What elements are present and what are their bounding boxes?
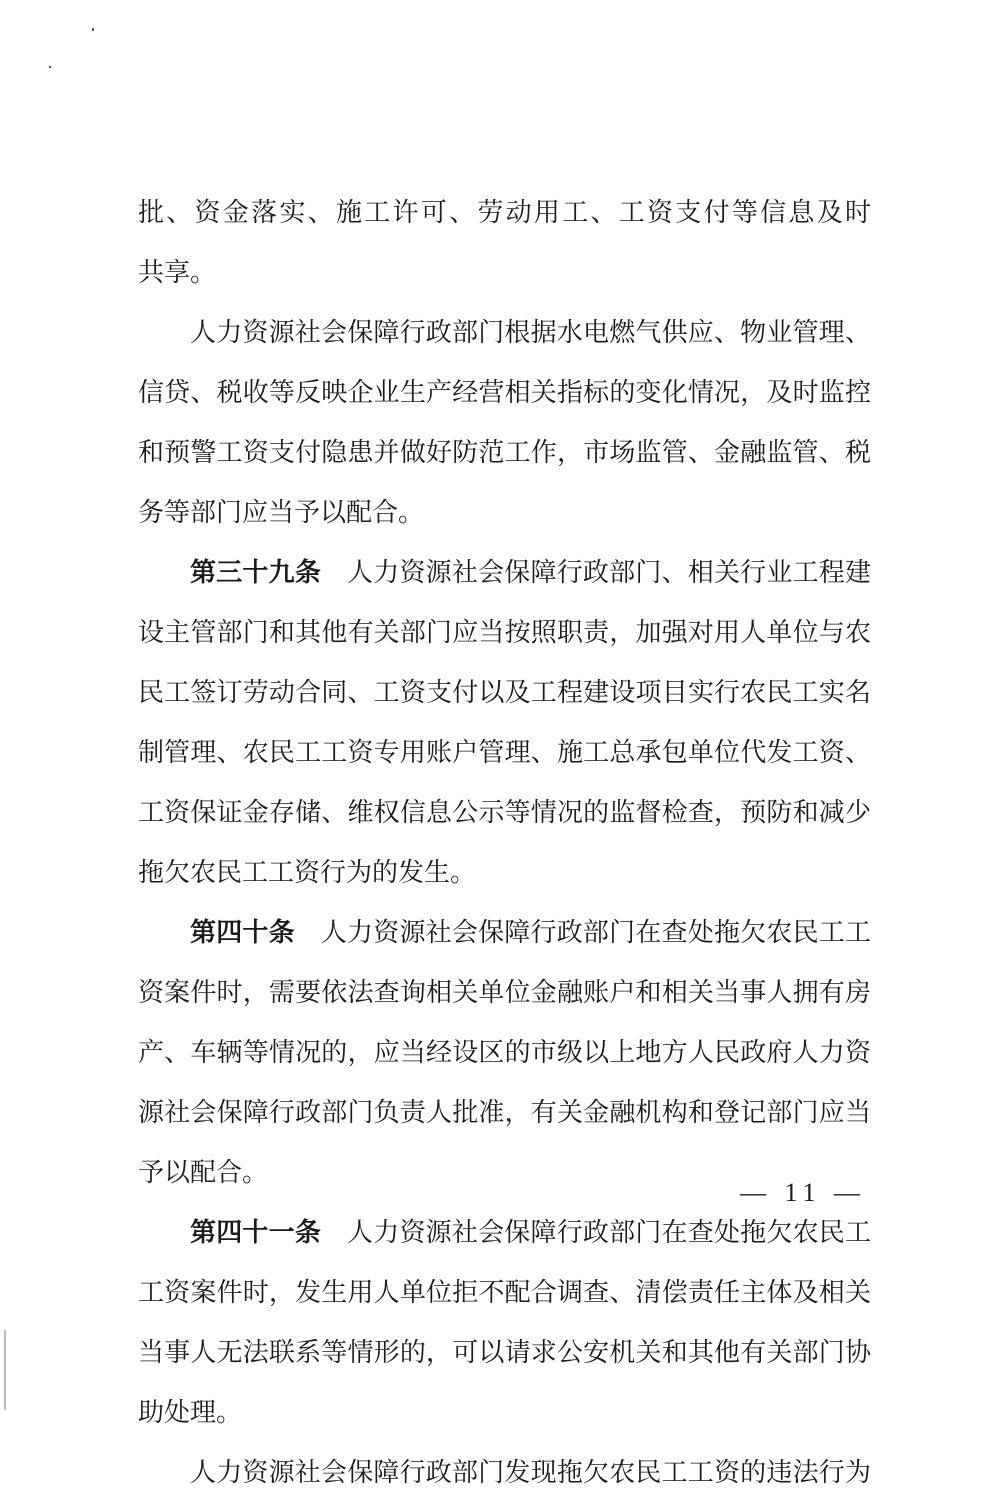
scan-speck [92,28,94,31]
body-line: 资案件时，需要依法查询相关单位金融账户和相关当事人拥有房 [138,978,871,1008]
body-text: 人力资源社会保障行政部门、相关行业工程建 [347,558,871,588]
scan-speck [49,66,51,68]
body-line: 助处理。 [138,1398,243,1428]
body-line: 人力资源社会保障行政部门根据水电燃气供应、物业管理、 [190,318,871,348]
page-number: — 11 — [740,1178,867,1207]
scan-edge-mark [4,1330,6,1410]
body-line: 民工签订劳动合同、工资支付以及工程建设项目实行农民工实名 [138,678,871,708]
body-line: 务等部门应当予以配合。 [138,498,425,528]
article-heading: 第四十条 [190,918,295,948]
article-39-first-line [138,543,871,603]
body-line: 信贷、税收等反映企业生产经营相关指标的变化情况，及时监控 [138,378,871,408]
article-41-first-line [138,1203,871,1263]
article-heading: 第四十一条 [190,1218,322,1248]
body-line: 工资案件时，发生用人单位拒不配合调查、清偿责任主体及相关 [138,1278,871,1308]
body-line: 予以配合。 [138,1158,269,1188]
body-line: 制管理、农民工工资专用账户管理、施工总承包单位代发工资、 [138,738,871,768]
body-line: 批、资金落实、施工许可、劳动用工、工资支付等信息及时 [138,198,871,228]
body-line: 产、车辆等情况的，应当经设区的市级以上地方人民政府人力资 [138,1038,871,1068]
body-line: 拖欠农民工工资行为的发生。 [138,858,477,888]
body-line: 当事人无法联系等情形的，可以请求公安机关和其他有关部门协 [138,1338,871,1368]
body-text: 人力资源社会保障行政部门在查处拖欠农民工工 [320,918,871,948]
article-40-first-line [138,903,871,963]
document-body [138,183,871,1503]
body-line: 共享。 [138,258,217,288]
body-line: 设主管部门和其他有关部门应当按照职责，加强对用人单位与农 [138,618,871,648]
body-line: 源社会保障行政部门负责人批准，有关金融机构和登记部门应当 [138,1098,871,1128]
article-heading: 第三十九条 [190,558,322,588]
body-line: 人力资源社会保障行政部门发现拖欠农民工工资的违法行为 [190,1458,871,1488]
body-text: 人力资源社会保障行政部门在查处拖欠农民工 [347,1218,871,1248]
body-line: 和预警工资支付隐患并做好防范工作，市场监管、金融监管、税 [138,438,871,468]
body-line: 工资保证金存储、维权信息公示等情况的监督检查，预防和减少 [138,798,871,828]
